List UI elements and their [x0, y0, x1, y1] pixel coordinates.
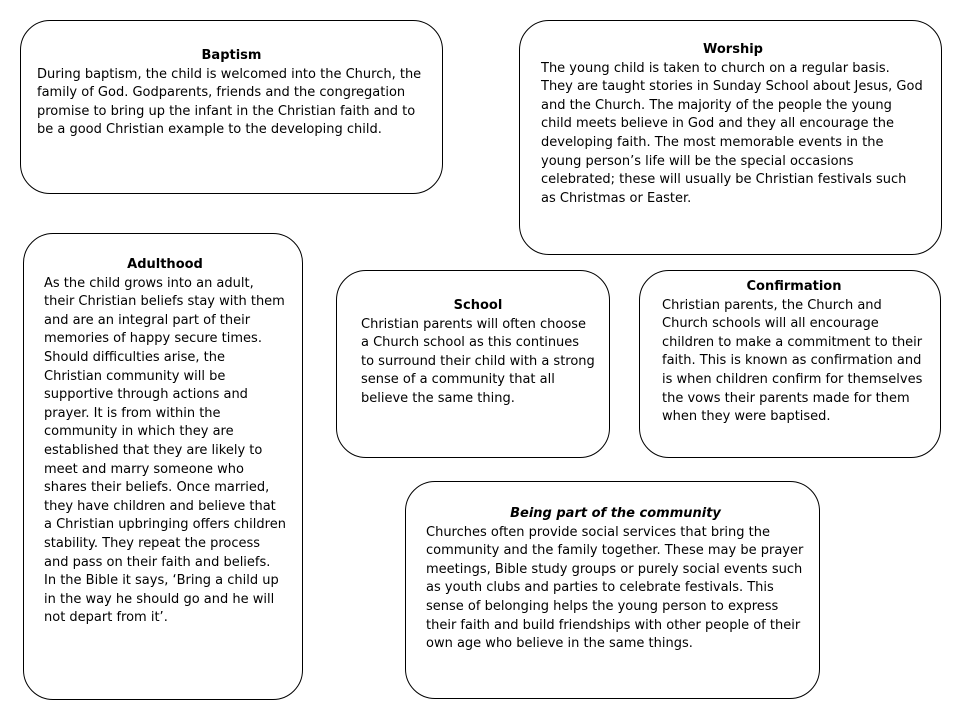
- worship-title: Worship: [703, 42, 763, 57]
- confirmation-text: Christian parents, the Church and Church schools will all encourage children to make a commitment to their faith. This is known as confirmation and is when children confirm for themselves the vows their parents made for them when they were baptised.: [662, 297, 923, 425]
- confirmation-title: Confirmation: [746, 279, 842, 294]
- school-title: School: [453, 298, 503, 313]
- confirmation-box: [639, 270, 941, 458]
- school-box: [336, 270, 610, 458]
- baptism-title: Baptism: [201, 48, 262, 63]
- worship-text: The young child is taken to church on a regular basis. They are taught stories in Sunday School about Jesus, God and the Church. The majority of the people the young child meets believe in God and they all encourage the developing faith. The most memorable events in the young person’s life will be the special occasions celebrated; these will usually be Christian festivals such as Christmas or Easter.: [541, 60, 923, 206]
- community-title: Being part of the community: [510, 506, 721, 521]
- baptism-text: During baptism, the child is welcomed into the Church, the family of God. Godparents, friends and the congregation promise to bring up the infant in the Christian faith and to be a good Christian example to the developing child.: [37, 66, 422, 138]
- adulthood-box: [23, 233, 303, 700]
- baptism-box: [20, 20, 443, 194]
- adulthood-text: As the child grows into an adult, their Christian beliefs stay with them and are an integral part of their memories of happy secure times. Should difficulties arise, the Christian community will be supportive through actions and prayer. It is from within the community in which they are established that they are likely to meet and marry someone who shares their beliefs. Once married, they have children and believe that a Christian upbringing offers children stability. They repeat the process and pass on their faith and beliefs. In the Bible it says, ‘Bring a child up in the way he should go and he will not depart from it’.: [44, 275, 286, 626]
- worship-box: [519, 20, 942, 255]
- community-text: Churches often provide social services that bring the community and the family together. These may be prayer meetings, Bible study groups or purely social events such as youth clubs and parties to celebrate festivals. This sense of belonging helps the young person to express their faith and build friendships with other people of their own age who believe in the same things.: [426, 524, 804, 652]
- school-text: Christian parents will often choose a Church school as this continues to surround their child with a strong sense of a community that all believe the same thing.: [361, 316, 595, 406]
- community-box: [405, 481, 820, 699]
- adulthood-title: Adulthood: [127, 257, 203, 272]
